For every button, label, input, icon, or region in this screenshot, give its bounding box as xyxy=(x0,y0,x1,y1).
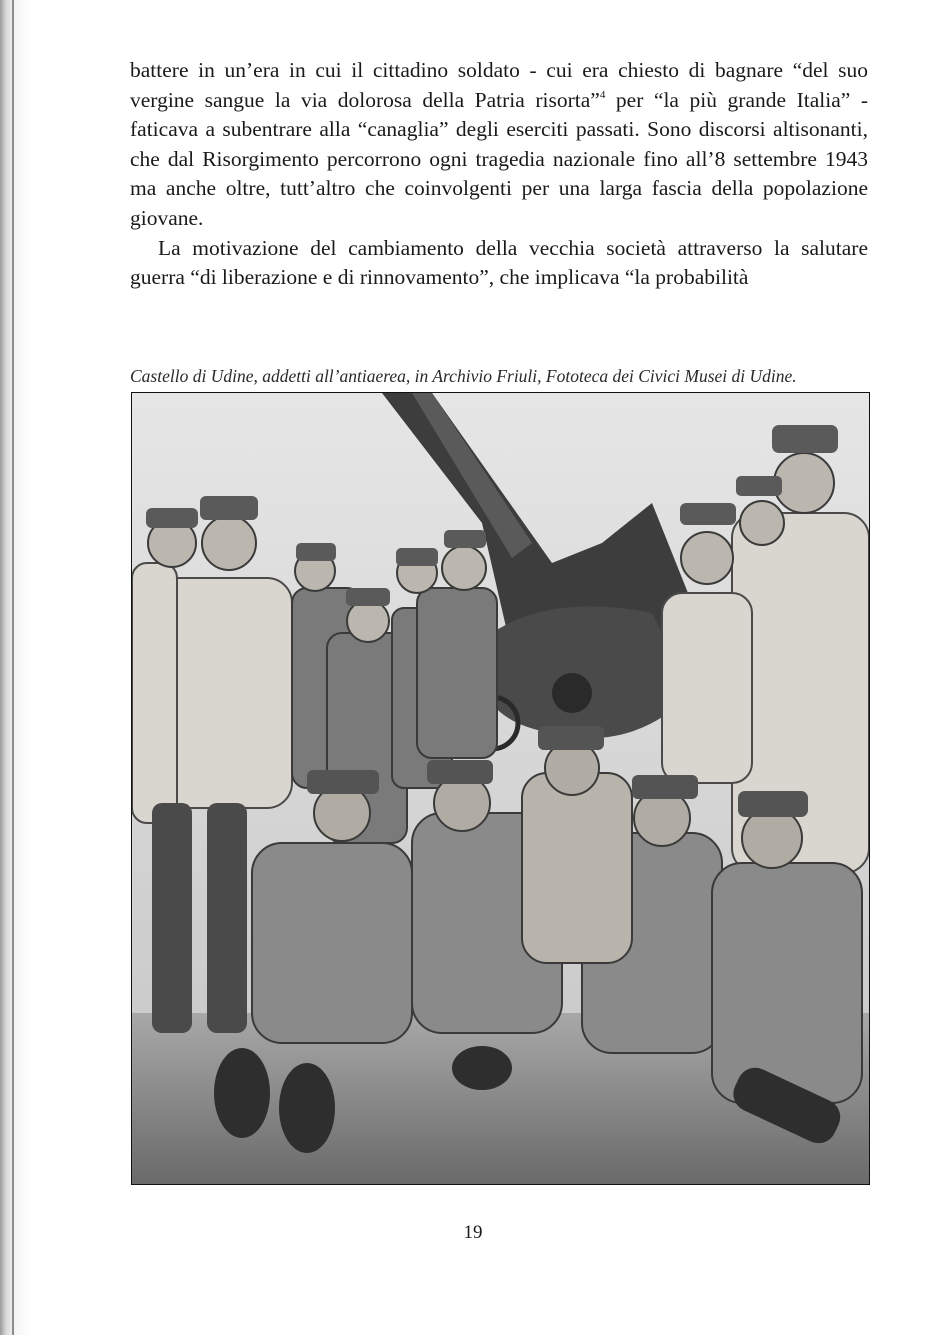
footnote-ref-4[interactable]: 4 xyxy=(599,88,606,101)
paragraph-1: battere in un’era in cui il cittadino soldato - cui era chiesto di bagnare “del suo vergine sangue la via dolorosa della Patria risorta”$^4$ per “la più grande Italia” - faticava a subentrare alla “canaglia” degli eserciti passati. Sono discorsi altisonanti, che dal Risorgimento percorrono ogni tragedia nazionale fino all’8 settembre 1943 ma anche oltre, tutt’altro che coinvolgenti per una larga fascia della popolazione giovane. xyxy=(130,58,868,230)
page-number: 19 xyxy=(463,1222,483,1243)
historical-photo xyxy=(131,392,870,1185)
book-gutter-line xyxy=(12,0,14,1335)
paragraph-2: La motivazione del cambiamento della vecchia società attraverso la salutare guerra “di liberazione e di rinnovamento”, che implicava “la probabilità xyxy=(130,235,868,290)
book-spine-shadow xyxy=(0,0,30,1335)
figure-caption: Castello di Udine, addetti all’antiaerea, in Archivio Friuli, Fototeca dei Civici Musei di Udine. xyxy=(130,366,797,386)
photo-image xyxy=(132,393,869,1184)
body-text xyxy=(130,56,868,293)
